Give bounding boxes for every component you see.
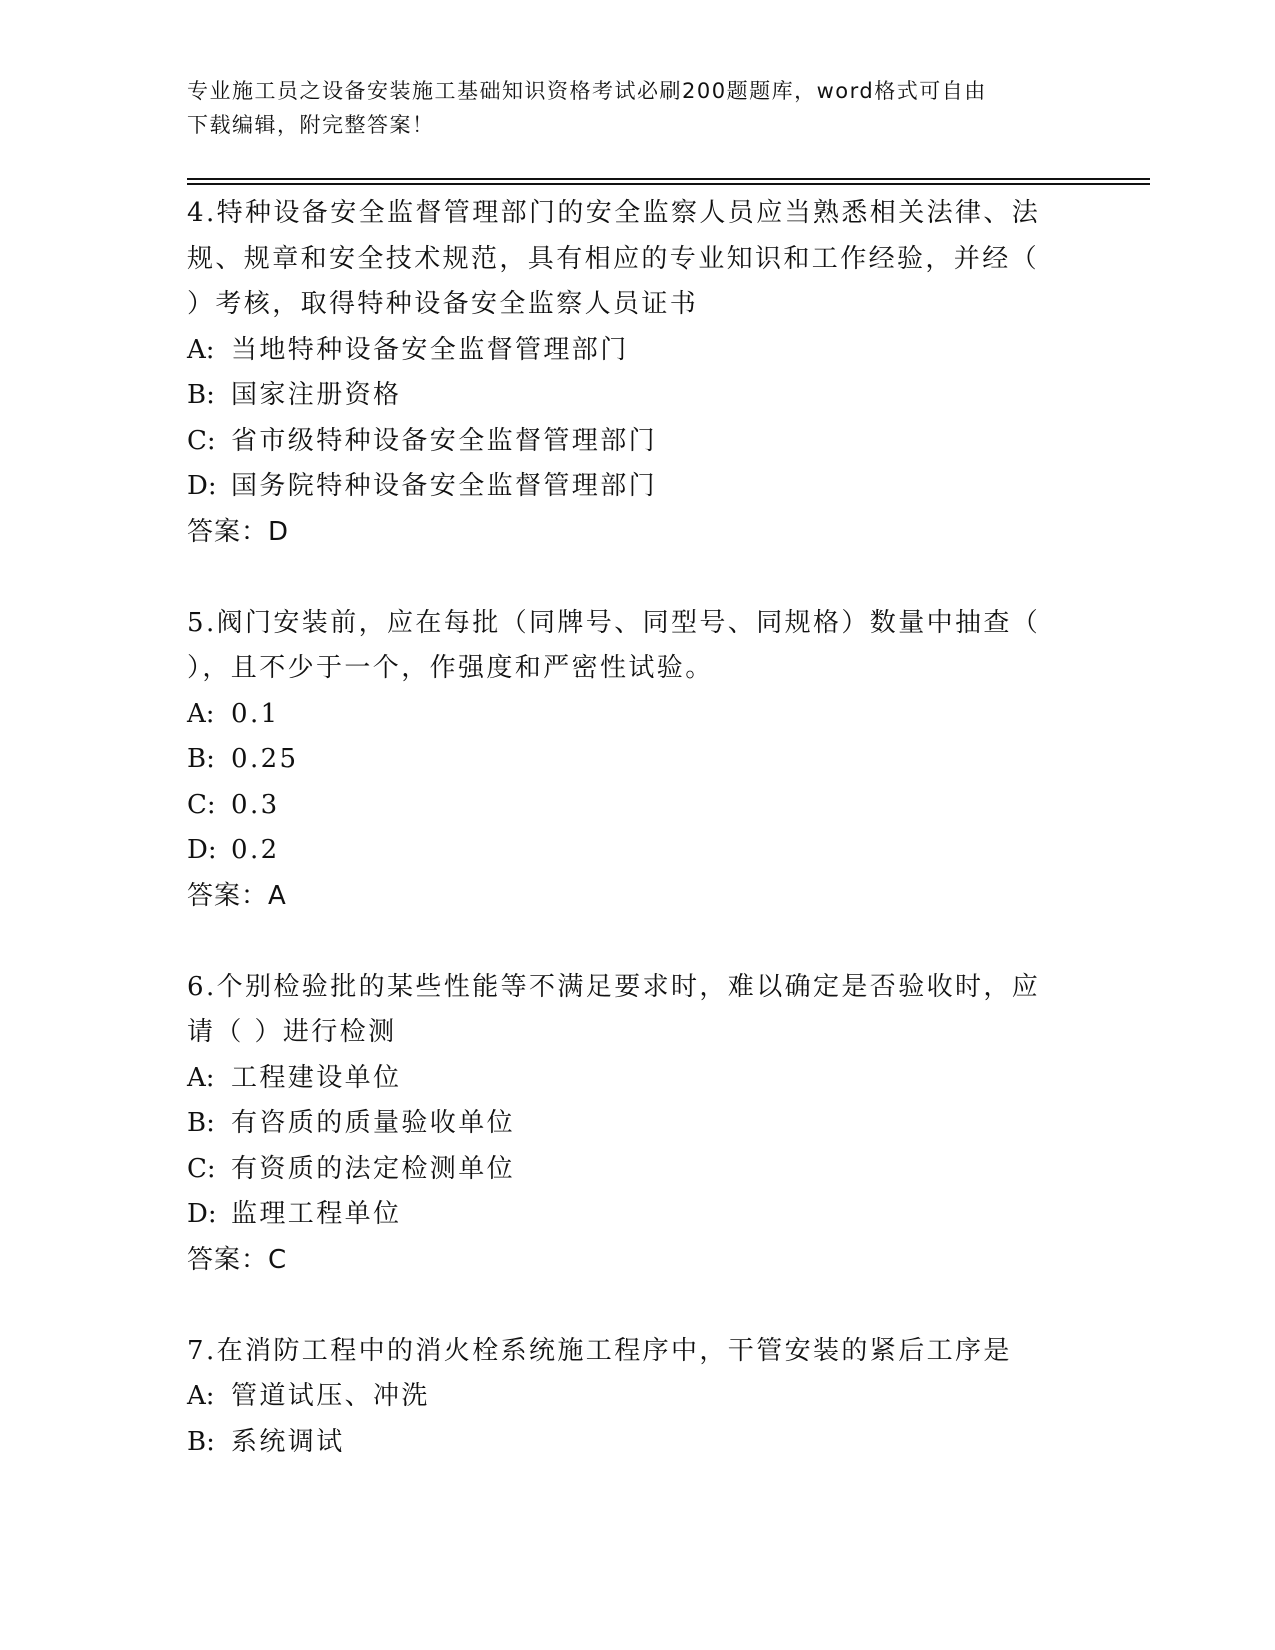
question-spacer	[187, 919, 1067, 965]
option-text: 省市级特种设备安全监督管理部门	[231, 425, 658, 456]
answer-key: 答案：A	[187, 880, 287, 911]
header-line-1: 专业施工员之设备安装施工基础知识资格考试必刷200题题库，word格式可自由	[187, 79, 987, 103]
option-letter: A:	[187, 1381, 215, 1411]
header-divider-bottom	[187, 183, 1150, 185]
option-letter: A:	[187, 698, 215, 729]
question-text-line: 4.特种设备安全监督管理部门的安全监察人员应当熟悉相关法律、法	[187, 198, 1041, 228]
option-text: 0.2	[231, 835, 280, 865]
option-text: 工程建设单位	[231, 1062, 402, 1093]
option-text: 国家注册资格	[231, 380, 402, 410]
answer-option	[187, 1420, 1067, 1466]
answer-option	[187, 419, 1067, 465]
option-text: 系统调试	[231, 1426, 345, 1457]
option-text: 国务院特种设备安全监督管理部门	[231, 471, 658, 501]
option-letter: B:	[187, 744, 215, 774]
option-text: 0.1	[231, 698, 280, 729]
answer-option	[187, 737, 1067, 783]
option-text: 有咨质的质量验收单位	[231, 1108, 516, 1138]
question-block	[187, 191, 1067, 601]
answer-option	[187, 1147, 1067, 1193]
option-text: 有资质的法定检测单位	[231, 1153, 516, 1184]
answer-option	[187, 692, 1067, 738]
option-text: 管道试压、冲洗	[231, 1381, 430, 1411]
question-list	[187, 191, 1067, 1465]
question-text-line: 5.阀门安装前，应在每批（同牌号、同型号、同规格）数量中抽查（	[187, 607, 1041, 638]
option-letter: D:	[187, 835, 217, 865]
question-text-line: 规、规章和安全技术规范，具有相应的专业知识和工作经验，并经（	[187, 243, 1040, 274]
question-spacer	[187, 1283, 1067, 1329]
document-header	[187, 74, 1067, 142]
answer-option	[187, 828, 1067, 874]
option-letter: C:	[187, 425, 216, 456]
option-text: 0.3	[231, 789, 280, 820]
option-text: 0.25	[231, 744, 299, 774]
answer-option	[187, 464, 1067, 510]
answer-key: 答案：D	[187, 516, 290, 547]
answer-option	[187, 1101, 1067, 1147]
option-letter: D:	[187, 1199, 217, 1229]
answer-option	[187, 1374, 1067, 1420]
question-text-line: 7.在消防工程中的消火栓系统施工程序中，干管安装的紧后工序是	[187, 1335, 1012, 1366]
question-spacer	[187, 555, 1067, 601]
question-text-line: 请（ ）进行检测	[187, 1017, 397, 1047]
question-block	[187, 1329, 1067, 1466]
option-letter: A:	[187, 334, 215, 365]
option-letter: B:	[187, 380, 215, 410]
answer-option	[187, 328, 1067, 374]
option-letter: A:	[187, 1062, 215, 1093]
question-text-line: 6.个别检验批的某些性能等不满足要求时，难以确定是否验收时，应	[187, 971, 1041, 1002]
question-text-line: ）考核，取得特种设备安全监察人员证书	[187, 289, 699, 319]
answer-option	[187, 1192, 1067, 1238]
option-letter: D:	[187, 471, 217, 501]
header-divider-top	[187, 178, 1150, 180]
question-block	[187, 601, 1067, 965]
answer-option	[187, 373, 1067, 419]
answer-option	[187, 1056, 1067, 1102]
option-text: 当地特种设备安全监督管理部门	[231, 334, 629, 365]
option-letter: B:	[187, 1426, 215, 1457]
option-letter: C:	[187, 1153, 216, 1184]
option-letter: C:	[187, 789, 216, 820]
option-text: 监理工程单位	[231, 1199, 402, 1229]
option-letter: B:	[187, 1108, 215, 1138]
answer-key: 答案：C	[187, 1244, 288, 1275]
question-block	[187, 965, 1067, 1329]
header-line-2: 下载编辑，附完整答案！	[187, 113, 435, 137]
answer-option	[187, 783, 1067, 829]
question-text-line: ），且不少于一个，作强度和严密性试验。	[187, 653, 714, 683]
